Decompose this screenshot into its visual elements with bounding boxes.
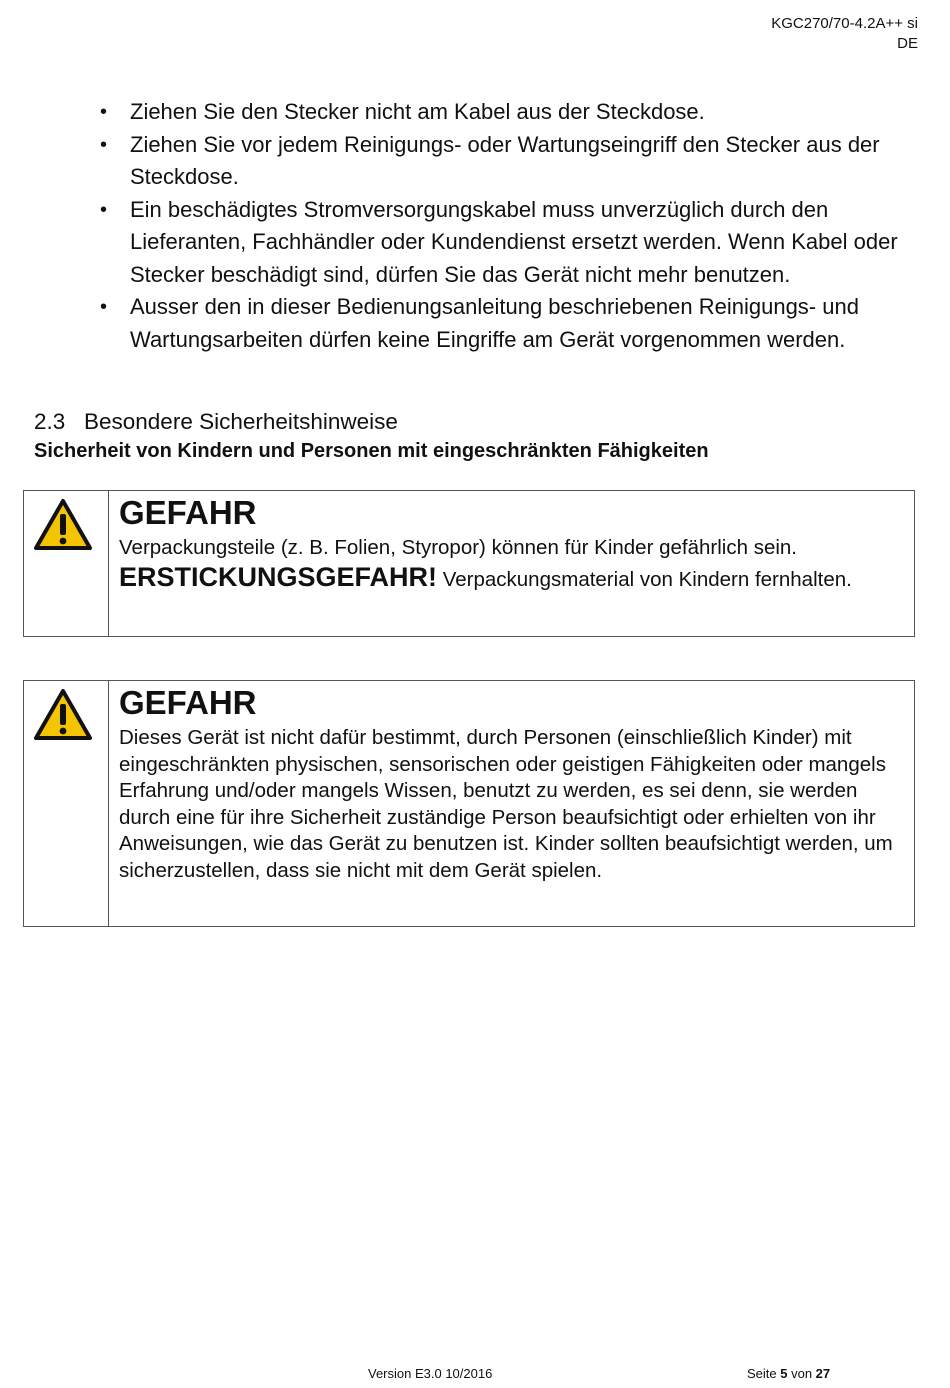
bullet-icon: • bbox=[100, 296, 108, 318]
warning-content bbox=[109, 681, 914, 926]
warning-box-packaging bbox=[23, 490, 915, 637]
section-title: Besondere Sicherheitshinweise bbox=[84, 409, 398, 434]
section-heading bbox=[34, 406, 398, 438]
warning-icon-cell bbox=[24, 491, 109, 636]
warning-title: GEFAHR bbox=[119, 494, 257, 531]
version-info: Version E3.0 10/2016 bbox=[368, 1366, 493, 1381]
language-code: DE bbox=[897, 35, 918, 52]
warning-triangle-icon bbox=[32, 687, 94, 743]
warning-content bbox=[109, 491, 914, 636]
list-item: • Ziehen Sie den Stecker nicht am Kabel aus der Steckdose. bbox=[96, 96, 926, 129]
bullet-icon: • bbox=[100, 101, 108, 123]
page-number: Seite 5 von 27 bbox=[747, 1366, 831, 1381]
warning-icon-cell bbox=[24, 681, 109, 926]
warning-title: GEFAHR bbox=[119, 684, 257, 721]
suffocation-warning: ERSTICKUNGSGEFAHR! bbox=[119, 561, 438, 592]
section-subtitle: Sicherheit von Kindern und Personen mit eingeschränkten Fähigkeiten bbox=[34, 440, 709, 462]
warning-text: Dieses Gerät ist nicht dafür bestimmt, durch Personen (einschließlich Kinder) mit eingeschränkten physischen, sensorischen oder geistigen Fähigkeiten oder mangels Erfahrung und/oder mangels Wissen, benutzt zu werden, es sei denn, sie werden durch eine für ihre Sicherheit zuständige Person beaufsichtigt oder erhielten von ihr Anweisungen, wie das Gerät zu benutzen ist. Kinder sollten beaufsichtigt werden, um sicherzustellen, dass sie nicht mit dem Gerät spielen. bbox=[119, 726, 893, 882]
model-number: KGC270/70-4.2A++ si bbox=[771, 15, 918, 32]
warning-text: Verpackungsteile (z. B. Folien, Styropor) können für Kinder gefährlich sein. ERSTICKUNGSGEFAHR! Verpackungsmaterial von Kindern fernhalten. bbox=[119, 536, 852, 592]
section-number: 2.3 bbox=[34, 409, 66, 434]
bullet-icon: • bbox=[100, 198, 108, 221]
bullet-icon: • bbox=[100, 133, 108, 156]
list-item: • Ein beschädigtes Stromversorgungskabel muss unverzüglich durch den Lieferanten, Fachhändler oder Kundendienst ersetzt werden. Wenn Kabel oder Stecker beschädigt sind, dürfen Sie das Gerät nicht mehr benutzen. bbox=[96, 194, 926, 292]
document-header bbox=[771, 14, 918, 54]
list-item: • Ausser den in dieser Bedienungsanleitung beschriebenen Reinigungs- und Wartungsarbeiten dürfen keine Eingriffe am Gerät vorgenommen werden. bbox=[96, 291, 926, 356]
warning-triangle-icon bbox=[32, 497, 94, 553]
list-item: • Ziehen Sie vor jedem Reinigungs- oder Wartungseingriff den Stecker aus der Steckdose. bbox=[96, 129, 926, 194]
warning-box-children bbox=[23, 680, 915, 927]
safety-bullet-list bbox=[96, 96, 926, 356]
